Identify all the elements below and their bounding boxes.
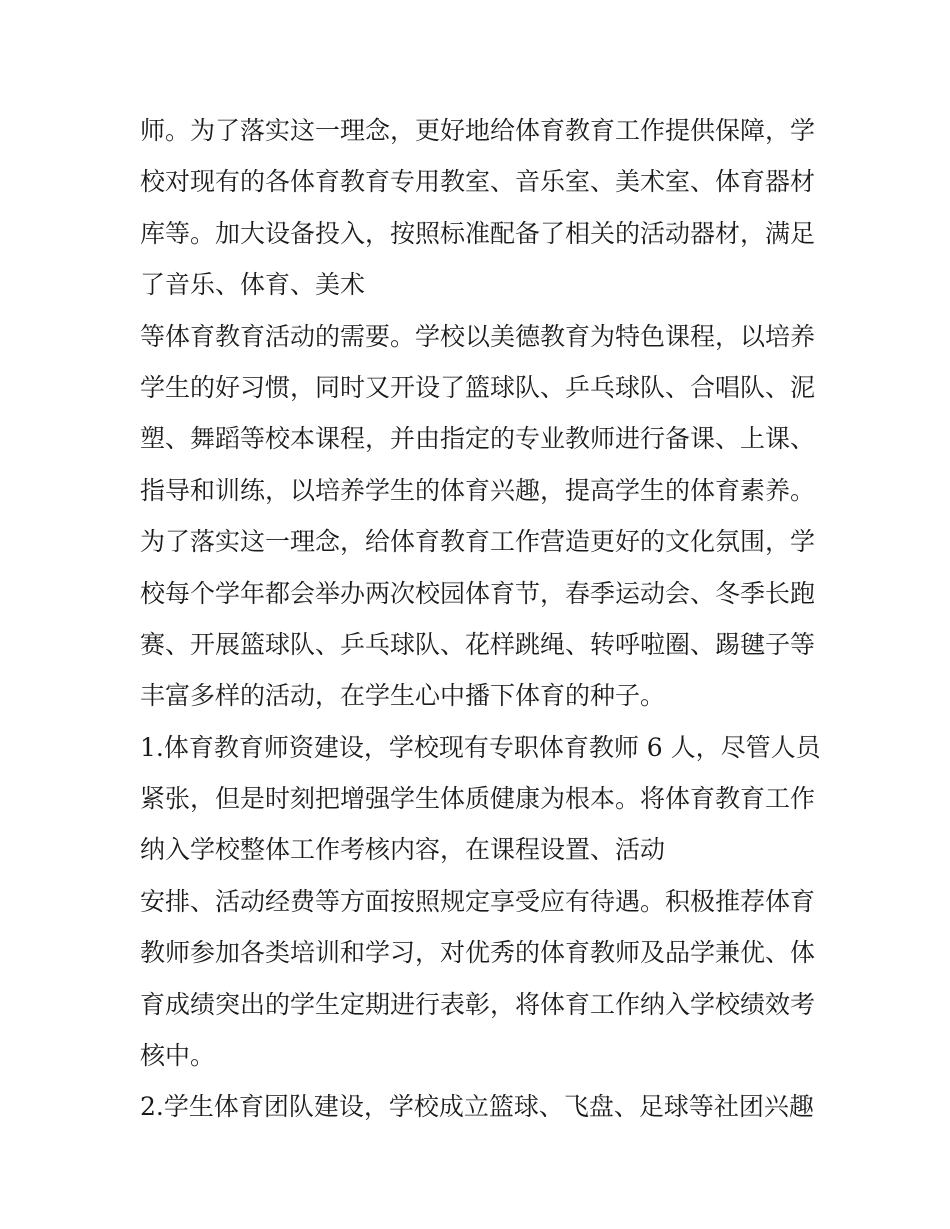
text-line: 纳入学校整体工作考核内容，在课程设置、活动: [140, 835, 666, 865]
text-line: 等体育教育活动的需要。学校以美德教育为特色课程，以培养: [140, 321, 816, 351]
text-line: 为了落实这一理念，给体育教育工作营造更好的文化氛围，学: [140, 527, 816, 557]
text-line: 丰富多样的活动，在学生心中播下体育的种子。: [140, 681, 666, 711]
text-line: 了音乐、体育、美术: [140, 270, 366, 300]
text-line: 赛、开展篮球队、乒乓球队、花样跳绳、转呼啦圈、踢毽子等: [140, 629, 816, 659]
body-text: [140, 105, 820, 1133]
text-line: 校对现有的各体育教育专用教室、音乐室、美术室、体育器材: [140, 167, 816, 197]
text-line: 1.体育教育师资建设，学校现有专职体育教师 6 人，尽管人员: [140, 732, 821, 762]
text-line: 核中。: [140, 1041, 216, 1071]
text-line: 2.学生体育团队建设，学校成立篮球、飞盘、足球等社团兴趣: [140, 1092, 814, 1122]
text-line: 紧张，但是时刻把增强学生体质健康为根本。将体育教育工作: [140, 784, 816, 814]
text-line: 塑、舞蹈等校本课程，并由指定的专业教师进行备课、上课、: [140, 424, 816, 454]
text-line: 校每个学年都会举办两次校园体育节，春季运动会、冬季长跑: [140, 578, 816, 608]
text-line: 安排、活动经费等方面按照规定享受应有待遇。积极推荐体育: [140, 886, 816, 916]
text-line: 师。为了落实这一理念，更好地给体育教育工作提供保障，学: [140, 116, 816, 145]
text-line: 指导和训练，以培养学生的体育兴趣，提高学生的体育素养。: [140, 475, 816, 505]
text-line: 学生的好习惯，同时又开设了篮球队、乒乓球队、合唱队、泥: [140, 372, 816, 402]
text-line: 教师参加各类培训和学习，对优秀的体育教师及品学兼优、体: [140, 938, 816, 968]
text-line: 库等。加大设备投入，按照标准配备了相关的活动器材，满足: [140, 218, 816, 248]
text-line: 育成绩突出的学生定期进行表彰，将体育工作纳入学校绩效考: [140, 989, 816, 1019]
